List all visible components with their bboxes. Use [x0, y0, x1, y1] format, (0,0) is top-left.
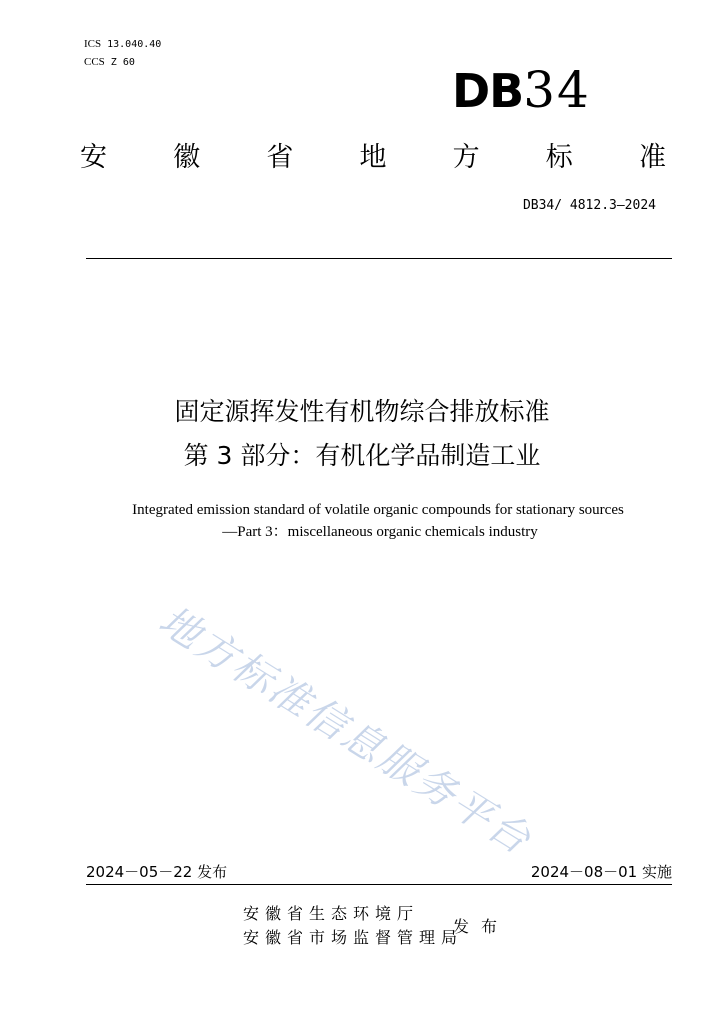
- ccs-line: [84, 54, 135, 71]
- db34-logo: [452, 60, 591, 121]
- logo-number: 34: [523, 61, 591, 119]
- implement-date: 2024－08－01 实施: [530, 863, 672, 881]
- footer-divider: [86, 884, 672, 885]
- issue-verb: 发布: [453, 917, 510, 936]
- ccs-label: CCS: [84, 56, 105, 68]
- title-zh-line1: 固定源挥发性有机物综合排放标准: [174, 397, 550, 426]
- standard-type-char: 徽: [173, 142, 201, 173]
- ccs-code: Z 60: [110, 57, 135, 68]
- standard-type-char: 标: [545, 142, 573, 173]
- title-en-line1: Integrated emission standard of volatile organic compounds for stationary sources: [132, 502, 624, 518]
- standard-type-char: 准: [638, 142, 666, 173]
- standard-type-char: 方: [452, 142, 480, 173]
- issuer-line-1: 安徽省生态环境厅: [243, 904, 420, 923]
- issue-date: 2024－05－22 发布: [86, 863, 228, 881]
- ics-code: 13.040.40: [107, 39, 162, 50]
- title-en-line2: —Part 3：miscellaneous organic chemicals industry: [222, 524, 538, 540]
- ics-line: [84, 36, 161, 53]
- logo-letters: DB: [452, 64, 524, 118]
- standard-type-heading: [80, 138, 666, 178]
- standard-type-char: 安: [80, 142, 107, 173]
- issuer-line-2: 安徽省市场监督管理局: [243, 928, 464, 947]
- standard-type-char: 省: [266, 142, 294, 173]
- title-zh-line2: 第 3 部分：有机化学品制造工业: [183, 441, 541, 470]
- standard-number: DB34/ 4812.3—2024: [522, 198, 656, 213]
- ics-label: ICS: [84, 38, 102, 50]
- watermark: 地方标准信息服务平台: [150, 597, 540, 865]
- header-divider: [86, 258, 672, 259]
- issuing-authorities: [243, 902, 463, 950]
- standard-type-char: 地: [359, 142, 387, 173]
